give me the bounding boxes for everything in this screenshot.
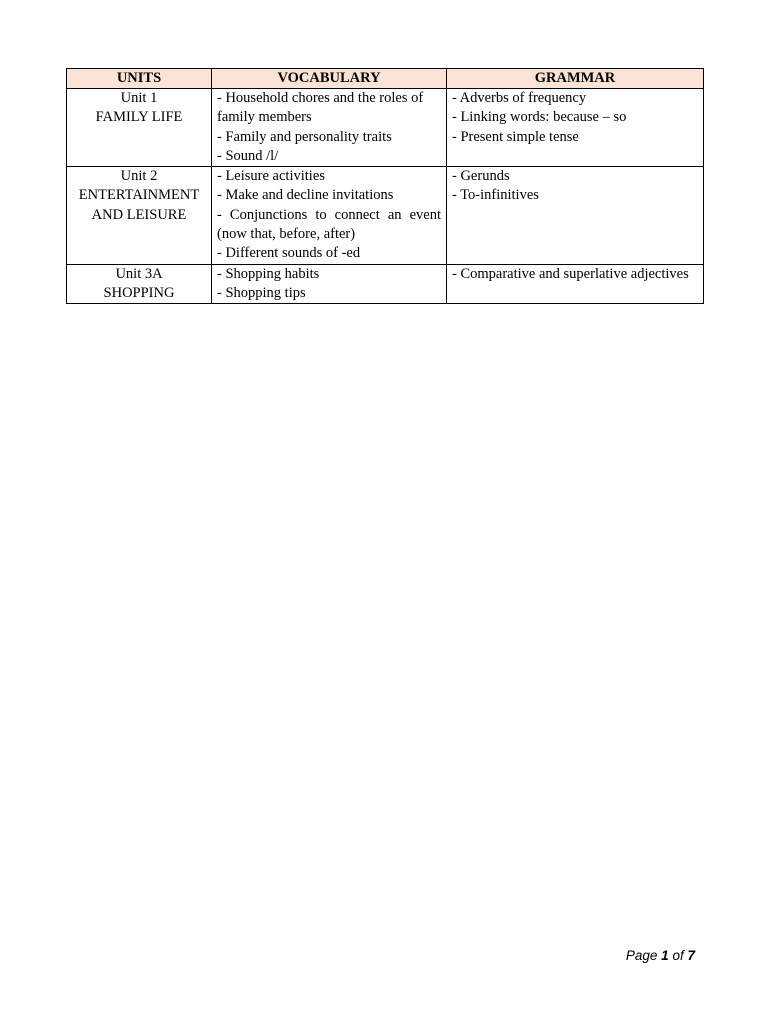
unit-title: FAMILY LIFE [95,109,183,126]
vocabulary-cell [212,167,447,264]
table-header-row [67,69,704,89]
unit-title: SHOPPING [103,284,175,301]
grammar-item: - Gerunds [452,168,510,185]
of-word: of [672,948,684,963]
vocabulary-item: - Shopping tips [217,284,306,301]
unit-number: Unit 3A [115,265,163,282]
unit-number: Unit 2 [120,168,158,185]
header-vocabulary: VOCABULARY [212,69,447,89]
grammar-cell [447,167,704,264]
header-grammar: GRAMMAR [447,69,704,89]
grammar-cell [447,264,704,304]
vocabulary-item: - Different sounds of -ed [217,245,361,262]
unit-cell [67,264,212,304]
vocabulary-item: - Shopping habits [217,265,320,282]
syllabus-table [66,68,704,304]
grammar-item: - Comparative and superlative adjectives [452,265,689,282]
vocabulary-item: - Conjunctions to connect an event (now that, before, after) [217,206,441,243]
header-units: UNITS [67,69,212,89]
table-row-unit-1 [67,89,704,167]
table-row-unit-2 [67,167,704,264]
grammar-item: - To-infinitives [452,187,539,204]
unit-title: ENTERTAINMENT AND LEISURE [78,187,200,223]
vocabulary-item: - Household chores and the roles of family members [217,90,424,126]
grammar-item: - Present simple tense [452,128,579,145]
page-word: Page [625,948,658,963]
vocabulary-item: - Leisure activities [217,168,325,185]
vocabulary-item: - Sound /l/ [217,147,279,164]
grammar-cell [447,89,704,167]
vocabulary-cell [212,89,447,167]
current-page-number: 1 [661,948,669,963]
grammar-item: - Adverbs of frequency [452,90,587,106]
grammar-item: - Linking words: because – so [452,109,627,126]
unit-number: Unit 1 [120,90,158,106]
unit-cell [67,167,212,264]
total-page-count: 7 [687,948,695,963]
vocabulary-item: - Make and decline invitations [217,187,394,204]
vocabulary-item: - Family and personality traits [217,128,392,145]
page-number-footer [626,947,695,965]
table-row-unit-3a [67,264,704,304]
unit-cell [67,89,212,167]
vocabulary-cell [212,264,447,304]
